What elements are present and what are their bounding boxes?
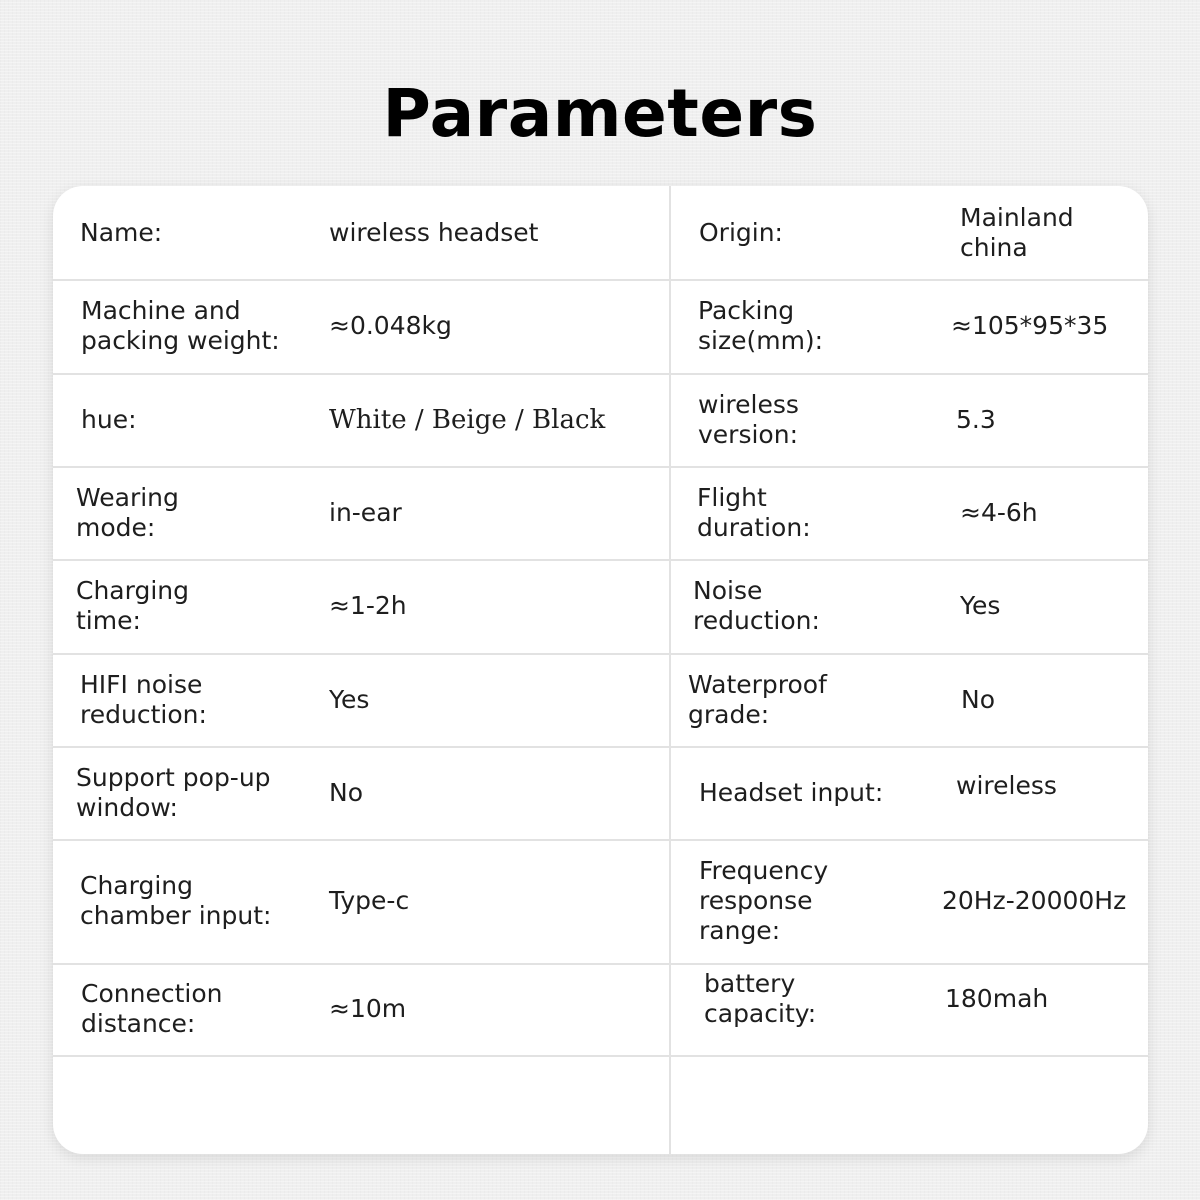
param-label-battery-capacity: battery capacity: <box>704 969 817 1028</box>
param-value-charging-chamber-input: Type-c <box>329 886 410 915</box>
param-value-hifi-noise-reduction: Yes <box>329 684 370 714</box>
parameters-table <box>53 186 1148 1154</box>
param-value-pop-up-window: No <box>329 777 363 807</box>
param-label-weight: Machine and packing weight: <box>81 296 280 355</box>
param-label-pop-up-window: Support pop-up window: <box>76 762 271 822</box>
param-label-frequency-response: Frequency response range: <box>699 856 829 945</box>
param-label-headset-input: Headset input: <box>699 777 884 807</box>
param-label-packing-size: Packing size(mm): <box>698 296 824 355</box>
param-value-battery-capacity: 180mah <box>945 984 1049 1013</box>
param-value-hue: White / Beige / Black <box>329 404 606 435</box>
param-value-packing-size: ≈105*95*35 <box>951 311 1109 340</box>
param-value-waterproof-grade: No <box>961 684 995 714</box>
param-label-noise-reduction: Noise reduction: <box>693 576 820 635</box>
row-divider <box>53 1055 1148 1057</box>
param-value-headset-input: wireless <box>956 770 1057 800</box>
param-value-charging-time: ≈1-2h <box>329 591 407 620</box>
page-title: Parameters <box>382 75 818 152</box>
column-divider <box>669 186 671 1154</box>
param-value-frequency-response: 20Hz-20000Hz <box>942 886 1127 915</box>
param-value-connection-distance: ≈10m <box>329 994 407 1023</box>
param-value-noise-reduction: Yes <box>960 591 1001 620</box>
param-label-wireless-version: wireless version: <box>698 389 799 449</box>
param-label-origin: Origin: <box>699 217 783 247</box>
param-label-name: Name: <box>80 217 163 247</box>
param-value-origin: Mainland china <box>960 202 1074 262</box>
param-value-flight-duration: ≈4-6h <box>960 497 1038 527</box>
param-label-wearing-mode: Wearing mode: <box>76 482 179 542</box>
param-label-waterproof-grade: Waterproof grade: <box>688 669 827 729</box>
param-label-charging-chamber-input: Charging chamber input: <box>80 871 272 930</box>
param-label-connection-distance: Connection distance: <box>81 979 223 1038</box>
param-label-charging-time: Charging time: <box>76 576 189 635</box>
param-value-wearing-mode: in-ear <box>329 497 402 527</box>
param-value-weight: ≈0.048kg <box>329 311 452 340</box>
param-value-wireless-version: 5.3 <box>956 404 996 434</box>
param-label-hue: hue: <box>81 404 137 434</box>
param-label-flight-duration: Flight duration: <box>697 482 811 542</box>
param-label-hifi-noise-reduction: HIFI noise reduction: <box>80 669 207 729</box>
param-value-name: wireless headset <box>329 217 539 247</box>
